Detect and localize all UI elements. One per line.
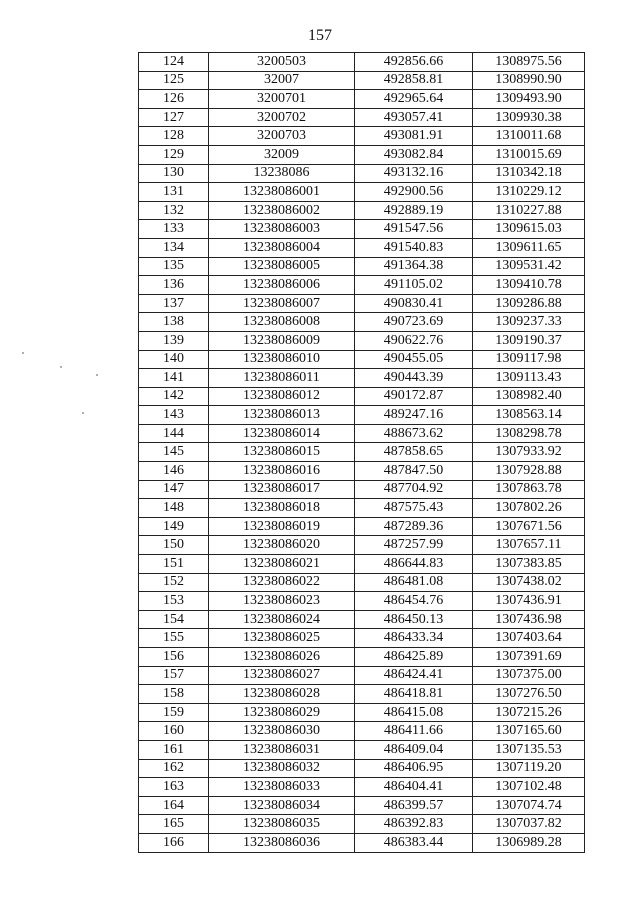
table-row (139, 629, 585, 648)
y-coordinate-cell: 1307119.20 (473, 759, 585, 778)
table-row (139, 220, 585, 239)
x-coordinate-cell: 486409.04 (355, 740, 473, 759)
table-row (139, 536, 585, 555)
coordinates-table (138, 52, 585, 853)
x-coordinate-cell: 486406.95 (355, 759, 473, 778)
point-id-cell: 32009 (209, 145, 355, 164)
row-number-cell: 129 (139, 145, 209, 164)
row-number-cell: 142 (139, 387, 209, 406)
y-coordinate-cell: 1307165.60 (473, 722, 585, 741)
table-row (139, 387, 585, 406)
point-id-cell: 13238086021 (209, 555, 355, 574)
row-number-cell: 131 (139, 183, 209, 202)
x-coordinate-cell: 493081.91 (355, 127, 473, 146)
row-number-cell: 145 (139, 443, 209, 462)
row-number-cell: 130 (139, 164, 209, 183)
x-coordinate-cell: 486424.41 (355, 666, 473, 685)
row-number-cell: 132 (139, 201, 209, 220)
row-number-cell: 150 (139, 536, 209, 555)
page-number: 157 (308, 27, 332, 44)
row-number-cell: 127 (139, 108, 209, 127)
x-coordinate-cell: 490443.39 (355, 369, 473, 388)
x-coordinate-cell: 492856.66 (355, 53, 473, 72)
table-row (139, 480, 585, 499)
point-id-cell: 13238086013 (209, 406, 355, 425)
table-row (139, 759, 585, 778)
x-coordinate-cell: 490455.05 (355, 350, 473, 369)
row-number-cell: 138 (139, 313, 209, 332)
table-row (139, 796, 585, 815)
point-id-cell: 13238086007 (209, 294, 355, 313)
point-id-cell: 13238086016 (209, 462, 355, 481)
y-coordinate-cell: 1310227.88 (473, 201, 585, 220)
row-number-cell: 146 (139, 462, 209, 481)
table-row (139, 294, 585, 313)
y-coordinate-cell: 1307102.48 (473, 778, 585, 797)
row-number-cell: 162 (139, 759, 209, 778)
table-row (139, 499, 585, 518)
scan-speck (22, 352, 24, 354)
row-number-cell: 154 (139, 610, 209, 629)
point-id-cell: 32007 (209, 71, 355, 90)
point-id-cell: 13238086029 (209, 703, 355, 722)
row-number-cell: 165 (139, 815, 209, 834)
point-id-cell: 3200503 (209, 53, 355, 72)
table-row (139, 740, 585, 759)
x-coordinate-cell: 486425.89 (355, 648, 473, 667)
x-coordinate-cell: 486399.57 (355, 796, 473, 815)
y-coordinate-cell: 1307671.56 (473, 517, 585, 536)
x-coordinate-cell: 486454.76 (355, 592, 473, 611)
point-id-cell: 13238086022 (209, 573, 355, 592)
x-coordinate-cell: 486450.13 (355, 610, 473, 629)
x-coordinate-cell: 486418.81 (355, 685, 473, 704)
y-coordinate-cell: 1308982.40 (473, 387, 585, 406)
y-coordinate-cell: 1309930.38 (473, 108, 585, 127)
x-coordinate-cell: 487847.50 (355, 462, 473, 481)
row-number-cell: 128 (139, 127, 209, 146)
y-coordinate-cell: 1308975.56 (473, 53, 585, 72)
row-number-cell: 147 (139, 480, 209, 499)
row-number-cell: 166 (139, 833, 209, 852)
y-coordinate-cell: 1308298.78 (473, 424, 585, 443)
x-coordinate-cell: 492858.81 (355, 71, 473, 90)
table-row (139, 350, 585, 369)
y-coordinate-cell: 1307215.26 (473, 703, 585, 722)
table-row (139, 685, 585, 704)
y-coordinate-cell: 1310015.69 (473, 145, 585, 164)
row-number-cell: 159 (139, 703, 209, 722)
y-coordinate-cell: 1309286.88 (473, 294, 585, 313)
point-id-cell: 13238086036 (209, 833, 355, 852)
y-coordinate-cell: 1307657.11 (473, 536, 585, 555)
table-row (139, 424, 585, 443)
table-row (139, 369, 585, 388)
point-id-cell: 13238086020 (209, 536, 355, 555)
point-id-cell: 13238086001 (209, 183, 355, 202)
point-id-cell: 13238086004 (209, 238, 355, 257)
point-id-cell: 13238086034 (209, 796, 355, 815)
x-coordinate-cell: 492965.64 (355, 90, 473, 109)
scan-speck (60, 366, 62, 368)
row-number-cell: 160 (139, 722, 209, 741)
point-id-cell: 13238086026 (209, 648, 355, 667)
table-row (139, 201, 585, 220)
table-row (139, 164, 585, 183)
x-coordinate-cell: 487575.43 (355, 499, 473, 518)
y-coordinate-cell: 1310011.68 (473, 127, 585, 146)
table-row (139, 108, 585, 127)
point-id-cell: 13238086024 (209, 610, 355, 629)
row-number-cell: 163 (139, 778, 209, 797)
y-coordinate-cell: 1307928.88 (473, 462, 585, 481)
x-coordinate-cell: 489247.16 (355, 406, 473, 425)
y-coordinate-cell: 1310229.12 (473, 183, 585, 202)
table-row (139, 238, 585, 257)
x-coordinate-cell: 486481.08 (355, 573, 473, 592)
row-number-cell: 139 (139, 331, 209, 350)
x-coordinate-cell: 486404.41 (355, 778, 473, 797)
y-coordinate-cell: 1309113.43 (473, 369, 585, 388)
point-id-cell: 13238086025 (209, 629, 355, 648)
y-coordinate-cell: 1307276.50 (473, 685, 585, 704)
table-row (139, 127, 585, 146)
point-id-cell: 3200702 (209, 108, 355, 127)
row-number-cell: 135 (139, 257, 209, 276)
row-number-cell: 141 (139, 369, 209, 388)
table-row (139, 276, 585, 295)
y-coordinate-cell: 1307436.98 (473, 610, 585, 629)
point-id-cell: 13238086019 (209, 517, 355, 536)
x-coordinate-cell: 491105.02 (355, 276, 473, 295)
point-id-cell: 13238086009 (209, 331, 355, 350)
table-row (139, 648, 585, 667)
row-number-cell: 124 (139, 53, 209, 72)
point-id-cell: 13238086014 (209, 424, 355, 443)
table-row (139, 517, 585, 536)
x-coordinate-cell: 486392.83 (355, 815, 473, 834)
point-id-cell: 13238086028 (209, 685, 355, 704)
point-id-cell: 13238086023 (209, 592, 355, 611)
row-number-cell: 156 (139, 648, 209, 667)
y-coordinate-cell: 1309611.65 (473, 238, 585, 257)
x-coordinate-cell: 491540.83 (355, 238, 473, 257)
x-coordinate-cell: 486415.08 (355, 703, 473, 722)
row-number-cell: 144 (139, 424, 209, 443)
x-coordinate-cell: 490172.87 (355, 387, 473, 406)
point-id-cell: 13238086035 (209, 815, 355, 834)
point-id-cell: 13238086010 (209, 350, 355, 369)
y-coordinate-cell: 1307933.92 (473, 443, 585, 462)
y-coordinate-cell: 1307438.02 (473, 573, 585, 592)
x-coordinate-cell: 492889.19 (355, 201, 473, 220)
row-number-cell: 134 (139, 238, 209, 257)
x-coordinate-cell: 490830.41 (355, 294, 473, 313)
table-row (139, 90, 585, 109)
y-coordinate-cell: 1307074.74 (473, 796, 585, 815)
row-number-cell: 149 (139, 517, 209, 536)
x-coordinate-cell: 486383.44 (355, 833, 473, 852)
y-coordinate-cell: 1309410.78 (473, 276, 585, 295)
table-row (139, 833, 585, 852)
y-coordinate-cell: 1309615.03 (473, 220, 585, 239)
row-number-cell: 158 (139, 685, 209, 704)
x-coordinate-cell: 486411.66 (355, 722, 473, 741)
table-row (139, 666, 585, 685)
table-row (139, 443, 585, 462)
x-coordinate-cell: 486433.34 (355, 629, 473, 648)
point-id-cell: 13238086006 (209, 276, 355, 295)
point-id-cell: 13238086002 (209, 201, 355, 220)
point-id-cell: 13238086018 (209, 499, 355, 518)
scan-speck (96, 374, 98, 376)
table-row (139, 313, 585, 332)
row-number-cell: 126 (139, 90, 209, 109)
point-id-cell: 13238086005 (209, 257, 355, 276)
x-coordinate-cell: 486644.83 (355, 555, 473, 574)
row-number-cell: 152 (139, 573, 209, 592)
y-coordinate-cell: 1309190.37 (473, 331, 585, 350)
point-id-cell: 13238086012 (209, 387, 355, 406)
y-coordinate-cell: 1307436.91 (473, 592, 585, 611)
table-row (139, 722, 585, 741)
y-coordinate-cell: 1307037.82 (473, 815, 585, 834)
table-row (139, 592, 585, 611)
x-coordinate-cell: 487257.99 (355, 536, 473, 555)
table-row (139, 462, 585, 481)
x-coordinate-cell: 487858.65 (355, 443, 473, 462)
row-number-cell: 161 (139, 740, 209, 759)
table-row (139, 257, 585, 276)
y-coordinate-cell: 1307391.69 (473, 648, 585, 667)
table-row (139, 145, 585, 164)
table-row (139, 703, 585, 722)
row-number-cell: 143 (139, 406, 209, 425)
x-coordinate-cell: 491547.56 (355, 220, 473, 239)
row-number-cell: 140 (139, 350, 209, 369)
y-coordinate-cell: 1309117.98 (473, 350, 585, 369)
x-coordinate-cell: 491364.38 (355, 257, 473, 276)
point-id-cell: 13238086030 (209, 722, 355, 741)
row-number-cell: 155 (139, 629, 209, 648)
point-id-cell: 13238086017 (209, 480, 355, 499)
y-coordinate-cell: 1308563.14 (473, 406, 585, 425)
x-coordinate-cell: 488673.62 (355, 424, 473, 443)
point-id-cell: 13238086031 (209, 740, 355, 759)
y-coordinate-cell: 1309237.33 (473, 313, 585, 332)
x-coordinate-cell: 490622.76 (355, 331, 473, 350)
point-id-cell: 13238086003 (209, 220, 355, 239)
x-coordinate-cell: 493057.41 (355, 108, 473, 127)
y-coordinate-cell: 1307383.85 (473, 555, 585, 574)
row-number-cell: 136 (139, 276, 209, 295)
row-number-cell: 157 (139, 666, 209, 685)
x-coordinate-cell: 493082.84 (355, 145, 473, 164)
table-row (139, 815, 585, 834)
table-row (139, 555, 585, 574)
table-row (139, 331, 585, 350)
point-id-cell: 13238086032 (209, 759, 355, 778)
point-id-cell: 13238086027 (209, 666, 355, 685)
x-coordinate-cell: 487289.36 (355, 517, 473, 536)
x-coordinate-cell: 490723.69 (355, 313, 473, 332)
y-coordinate-cell: 1307403.64 (473, 629, 585, 648)
y-coordinate-cell: 1308990.90 (473, 71, 585, 90)
coordinates-table-body (139, 53, 585, 853)
row-number-cell: 148 (139, 499, 209, 518)
row-number-cell: 125 (139, 71, 209, 90)
table-row (139, 778, 585, 797)
y-coordinate-cell: 1307802.26 (473, 499, 585, 518)
row-number-cell: 133 (139, 220, 209, 239)
scan-speck (82, 412, 84, 414)
point-id-cell: 13238086011 (209, 369, 355, 388)
x-coordinate-cell: 493132.16 (355, 164, 473, 183)
y-coordinate-cell: 1310342.18 (473, 164, 585, 183)
table-row (139, 71, 585, 90)
x-coordinate-cell: 492900.56 (355, 183, 473, 202)
y-coordinate-cell: 1307135.53 (473, 740, 585, 759)
point-id-cell: 3200701 (209, 90, 355, 109)
y-coordinate-cell: 1307375.00 (473, 666, 585, 685)
table-row (139, 610, 585, 629)
point-id-cell: 13238086015 (209, 443, 355, 462)
table-row (139, 183, 585, 202)
row-number-cell: 153 (139, 592, 209, 611)
row-number-cell: 164 (139, 796, 209, 815)
table-row (139, 53, 585, 72)
y-coordinate-cell: 1307863.78 (473, 480, 585, 499)
row-number-cell: 151 (139, 555, 209, 574)
y-coordinate-cell: 1306989.28 (473, 833, 585, 852)
point-id-cell: 13238086 (209, 164, 355, 183)
point-id-cell: 13238086033 (209, 778, 355, 797)
row-number-cell: 137 (139, 294, 209, 313)
y-coordinate-cell: 1309531.42 (473, 257, 585, 276)
point-id-cell: 13238086008 (209, 313, 355, 332)
point-id-cell: 3200703 (209, 127, 355, 146)
table-row (139, 406, 585, 425)
y-coordinate-cell: 1309493.90 (473, 90, 585, 109)
table-row (139, 573, 585, 592)
x-coordinate-cell: 487704.92 (355, 480, 473, 499)
